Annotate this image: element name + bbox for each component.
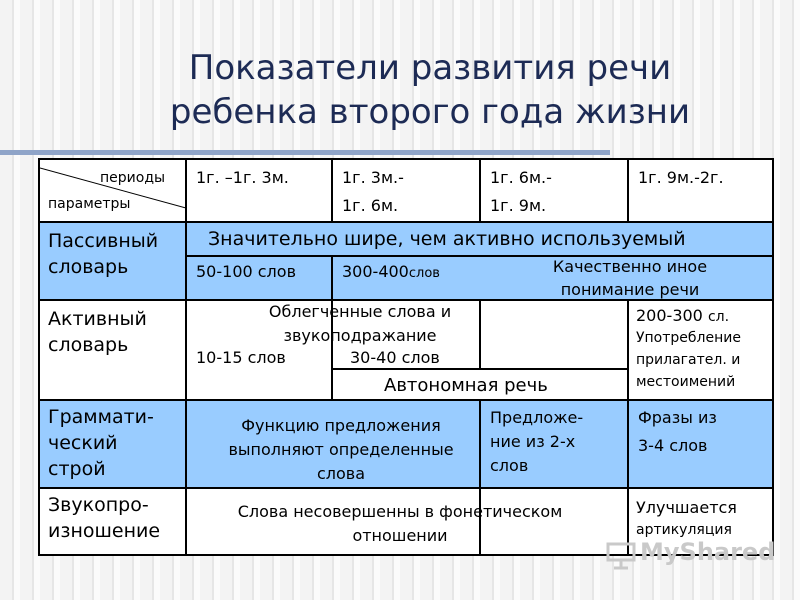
sound-col-4-line-2: артикуляция (636, 522, 732, 538)
active-label-line-2: словарь (48, 334, 129, 356)
header-col-1: 1г. –1г. 3м. (196, 168, 289, 187)
sound-col-123-line-1: Слова несовершенны в фонетическом (237, 502, 563, 521)
col-line-3a (627, 160, 629, 222)
col-line-1a (331, 160, 333, 222)
active-col-1: 10-15 слов (196, 348, 286, 367)
col-line-1b (331, 256, 333, 300)
active-col-4-line-3: прилагател. и (636, 352, 741, 368)
passive-col-34-line-1: Качественно иное (552, 257, 708, 276)
active-col-4-num: 200-300 (636, 306, 703, 325)
grammar-label-line-2: ческий (48, 432, 118, 454)
active-col-4-line-4: местоимений (636, 374, 736, 390)
params-label: параметры (48, 196, 131, 212)
passive-col-2-unit: слов (408, 266, 440, 281)
row-line-4 (40, 487, 772, 489)
header-col-2-line-2: 1г. 6м. (342, 196, 399, 215)
header-col-3-line-2: 1г. 9м. (490, 196, 547, 215)
grammar-col-4-line-1: Фразы из (638, 408, 717, 427)
passive-label-line-2: словарь (48, 256, 129, 278)
header-col-2-line-1: 1г. 3м.- (342, 168, 404, 187)
active-light-words-line-2: звукоподражание (283, 326, 437, 345)
passive-wide-text: Значительно шире, чем активно используемый (208, 228, 686, 250)
passive-col-34-line-2: понимание речи (560, 280, 700, 299)
grammar-col-12-line-3: слова (316, 464, 366, 483)
speech-development-table (38, 158, 774, 556)
passive-col-2-num: 300-400 (342, 262, 409, 281)
grammar-col-12-line-2: выполняют определенные (228, 440, 454, 459)
grammar-col-4-line-2: 3-4 слов (638, 436, 708, 455)
col-line-2a (479, 160, 481, 222)
row-line-2 (40, 299, 772, 301)
active-col-2: 30-40 слов (350, 348, 440, 367)
grammar-label-line-3: строй (48, 458, 106, 480)
title-line-1: Показатели развития речи (188, 48, 672, 88)
grammar-col-12-line-1: Функцию предложения (241, 416, 441, 435)
periods-label: периоды (100, 170, 166, 186)
active-label-line-1: Активный (48, 308, 147, 330)
title-underline (0, 150, 610, 155)
passive-label-line-1: Пассивный (48, 230, 159, 252)
grammar-col-3-line-3: слов (490, 456, 529, 475)
header-col-4: 1г. 9м.-2г. (638, 168, 724, 187)
passive-col-1: 50-100 слов (196, 262, 296, 281)
grammar-col-3-line-2: ние из 2-х (490, 432, 576, 451)
sound-label-line-1: Звукопро- (48, 494, 149, 516)
passive-col-2 (342, 262, 440, 281)
myshared-watermark: MyShared (640, 538, 776, 566)
grammar-col-3-line-1: Предложе- (490, 408, 584, 427)
presentation-icon (606, 540, 636, 570)
active-col-4-line-2: Употребление (636, 330, 741, 346)
title-line-2: ребенка второго года жизни (169, 92, 691, 132)
active-autonomous-speech: Автономная речь (384, 375, 548, 396)
col-line-3b (627, 300, 629, 554)
active-col-4-unit: сл. (707, 309, 730, 325)
grammar-label-line-1: Граммати- (48, 406, 154, 428)
row-line-3 (40, 399, 772, 401)
active-inner-line (332, 368, 628, 370)
sound-col-123-line-2: отношении (352, 526, 448, 545)
slide-title (110, 46, 750, 134)
active-light-words-line-1: Облегченные слова и (268, 302, 452, 321)
sound-col-4-line-1: Улучшается (636, 498, 737, 517)
header-col-3-line-1: 1г. 6м.- (490, 168, 552, 187)
sound-label-line-2: изношение (48, 520, 161, 542)
active-col-4-line-1 (636, 306, 729, 325)
